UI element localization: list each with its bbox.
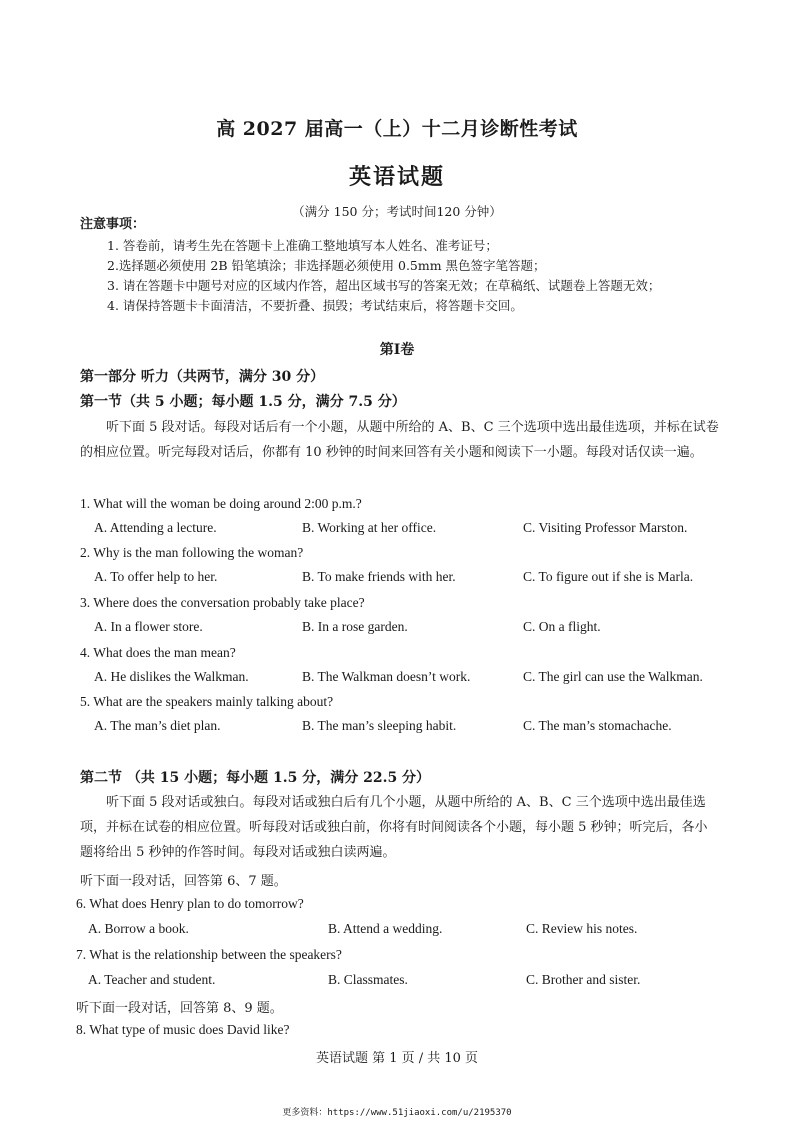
question-5: 5. What are the speakers mainly talking about? bbox=[80, 694, 334, 709]
option-b: B. Working at her office. bbox=[302, 520, 437, 535]
section1-instructions: 听下面 5 段对话。每段对话后有一个小题，从题中所给的 A、B、C 三个选项中选出最佳选项，并标在试卷的相应位置。听完每段对话后，你都有 10 秒钟的时间来回答有关小题和阅读下一小题。每段对话仅读一遍。 bbox=[80, 420, 719, 460]
notice-item: 2.选择题必须使用 2B 铅笔填涂；非选择题必须使用 0.5mm 黑色签字笔答题； bbox=[107, 258, 546, 273]
question-4: 4. What does the man mean? bbox=[80, 645, 236, 660]
source-link[interactable]: 更多资料：https://www.51jiaoxi.com/u/2195370 bbox=[282, 1108, 512, 1118]
question-8: 8. What type of music does David like? bbox=[76, 1022, 290, 1037]
notice-heading: 注意事项： bbox=[80, 217, 146, 232]
option-b: B. Attend a wedding. bbox=[328, 921, 443, 936]
section2-heading: 第二节 （共 15 小题；每小题 1.5 分，满分 22.5 分） bbox=[80, 770, 431, 786]
option-b: B. The man’s sleeping habit. bbox=[302, 718, 457, 733]
page-footer: 英语试题 第 1 页 / 共 10 页 bbox=[315, 1051, 479, 1066]
option-a: A. In a flower store. bbox=[94, 619, 203, 634]
dialog-note: 听下面一段对话，回答第 6、7 题。 bbox=[80, 874, 287, 889]
option-b: B. Classmates. bbox=[328, 972, 408, 987]
option-c: C. Review his notes. bbox=[526, 921, 638, 936]
dialog-note: 听下面一段对话，回答第 8、9 题。 bbox=[76, 1001, 283, 1016]
option-c: C. Brother and sister. bbox=[526, 972, 641, 987]
option-c: C. Visiting Professor Marston. bbox=[523, 520, 688, 535]
exam-title: 高 2027 届高一（上）十二月诊断性考试 bbox=[216, 118, 578, 140]
question-2: 2. Why is the man following the woman? bbox=[80, 545, 304, 560]
option-a: A. Borrow a book. bbox=[88, 921, 189, 936]
score-time: （满分 150 分；考试时间120 分钟） bbox=[292, 204, 502, 219]
subject-title: 英语试题 bbox=[348, 164, 445, 190]
question-1: 1. What will the woman be doing around 2:00 p.m.? bbox=[80, 496, 362, 511]
option-c: C. The girl can use the Walkman. bbox=[523, 669, 703, 684]
question-6: 6. What does Henry plan to do tomorrow? bbox=[76, 896, 304, 911]
option-a: A. He dislikes the Walkman. bbox=[94, 669, 249, 684]
notice-item: 1. 答卷前，请考生先在答题卡上准确工整地填写本人姓名、准考证号； bbox=[107, 238, 498, 253]
option-b: B. In a rose garden. bbox=[302, 619, 408, 634]
section2-instructions: 听下面 5 段对话或独白。每段对话或独白后有几个小题，从题中所给的 A、B、C 三个选项中选出最佳选项，并标在试卷的相应位置。听每段对话或独白前，你将有时间阅读各个小题，每小题 5 秒钟；听完后，各小题将给出 5 秒钟的作答时间。每段对话或独白读两遍。 bbox=[80, 795, 708, 860]
option-b: B. To make friends with her. bbox=[302, 569, 456, 584]
option-a: A. Teacher and student. bbox=[88, 972, 216, 987]
volume-label: 第Ⅰ卷 bbox=[379, 342, 415, 358]
option-c: C. The man’s stomachache. bbox=[523, 718, 672, 733]
section1-heading: 第一节（共 5 小题；每小题 1.5 分，满分 7.5 分） bbox=[80, 394, 406, 410]
question-3: 3. Where does the conversation probably take place? bbox=[80, 595, 365, 610]
option-a: A. Attending a lecture. bbox=[94, 520, 217, 535]
notice-item: 4. 请保持答题卡卡面清洁，不要折叠、损毁；考试结束后，将答题卡交回。 bbox=[107, 298, 523, 313]
notice-item: 3. 请在答题卡中题号对应的区域内作答，超出区域书写的答案无效；在草稿纸、试题卷上答题无效； bbox=[107, 278, 661, 293]
option-c: C. To figure out if she is Marla. bbox=[523, 569, 694, 584]
option-a: A. To offer help to her. bbox=[94, 569, 218, 584]
part1-heading: 第一部分 听力（共两节，满分 30 分） bbox=[80, 369, 325, 385]
option-c: C. On a flight. bbox=[523, 619, 601, 634]
option-b: B. The Walkman doesn’t work. bbox=[302, 669, 471, 684]
question-7: 7. What is the relationship between the speakers? bbox=[76, 947, 342, 962]
option-a: A. The man’s diet plan. bbox=[94, 718, 221, 733]
